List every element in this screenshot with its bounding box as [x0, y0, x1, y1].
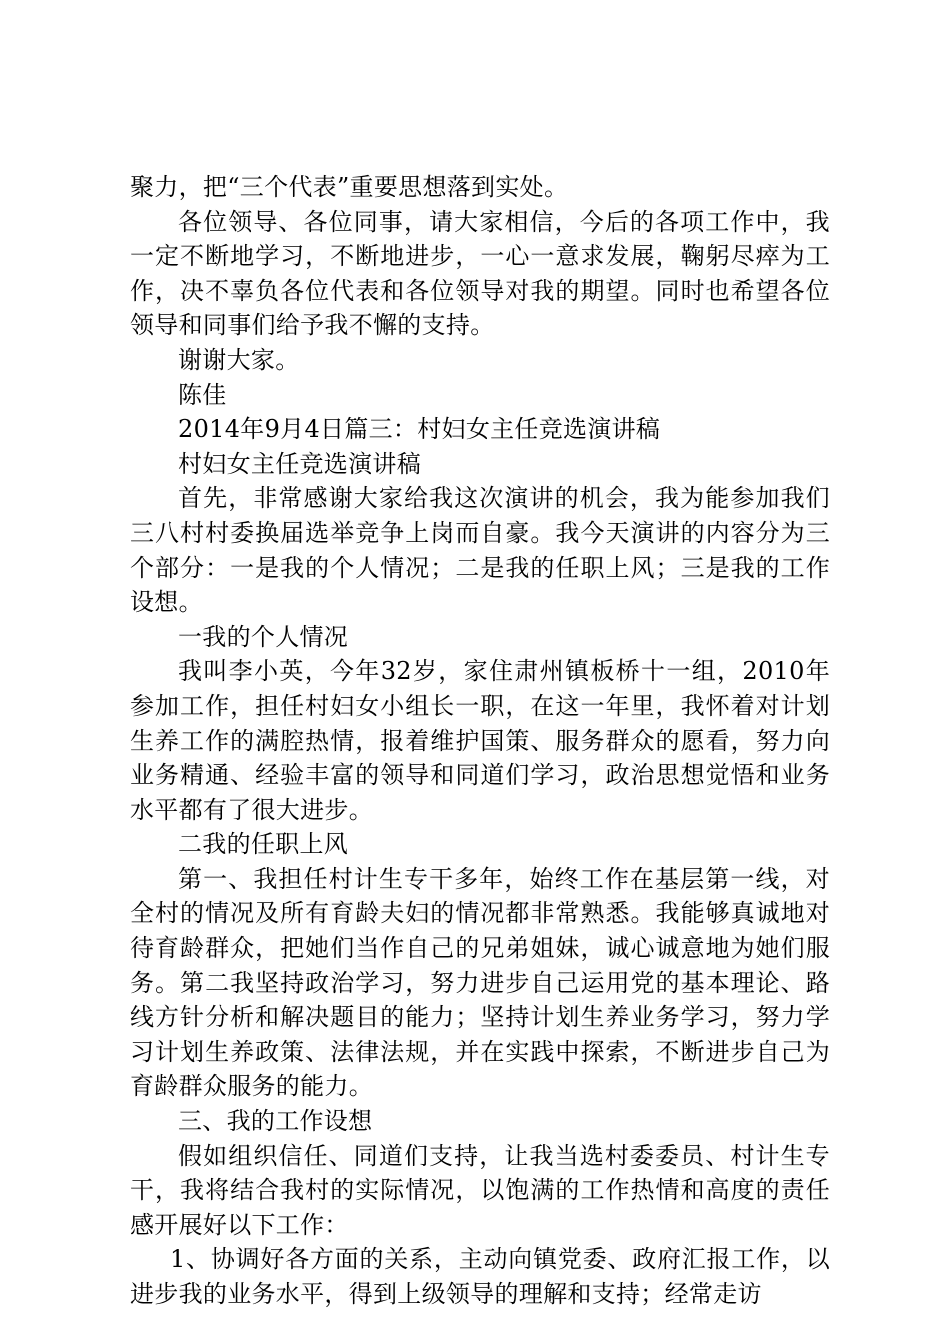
heading-advantages: 二我的任职上风 [178, 830, 349, 859]
heading-work-plan: 三、我的工作设想 [178, 1107, 373, 1136]
signature-name: 陈佳 [178, 380, 227, 409]
paragraph-closing-pledge: 各位领导、各位同事，请大家相信，今后的各项工作中，我一定不断地学习，不断地进步，一心一意求发展，鞠躬尽瘁为工作，决不辜负各位代表和各位领导对我的期望。同时也希望各位领导和同事们给予我不懈的支持。 [130, 207, 830, 340]
paragraph-personal-info: 我叫李小英，今年32岁，家住肃州镇板桥十一组，2010年参加工作，担任村妇女小组长一职，在这一年里，我怀着对计划生养工作的满腔热情，报着维护国策、服务群众的愿看，努力向业务精通、经验丰富的领导和同道们学习，政治思想觉悟和业务水平都有了很大进步。 [130, 657, 830, 824]
speech-title: 村妇女主任竞选演讲稿 [178, 449, 421, 478]
date-and-section-heading: 2014年9月4日篇三：村妇女主任竞选演讲稿 [178, 415, 661, 444]
paragraph-continuation: 聚力，把“三个代表”重要思想落到实处。 [130, 173, 569, 201]
paragraph-item-1: 1、协调好各方面的关系，主动向镇党委、政府汇报工作，以进步我的业务水平，得到上级领导的理解和支持；经常走访 [130, 1245, 830, 1308]
paragraph-work-plan: 假如组织信任、同道们支持，让我当选村委委员、村计生专干，我将结合我村的实际情况，以饱满的工作热情和高度的责任感开展好以下工作： [130, 1141, 830, 1239]
paragraph-advantages: 第一、我担任村计生专干多年，始终工作在基层第一线，对全村的情况及所有育龄夫妇的情况都非常熟悉。我能够真诚地对待育龄群众，把她们当作自己的兄弟姐妹，诚心诚意地为她们服务。第二我坚持政治学习，努力进步自己运用党的基本理论、路线方针分析和解决题目的能力；坚持计划生养业务学习，努力学习计划生养政策、法律法规，并在实践中探索，不断进步自己为育龄群众服务的能力。 [130, 864, 830, 1101]
document-body [130, 170, 830, 1312]
paragraph-opening: 首先，非常感谢大家给我这次演讲的机会，我为能参加我们三八村村委换届选举竞争上岗而自豪。我今天演讲的内容分为三个部分：一是我的个人情况；二是我的任职上风；三是我的工作设想。 [130, 484, 830, 617]
paragraph-thanks: 谢谢大家。 [178, 345, 300, 374]
heading-personal-info: 一我的个人情况 [178, 622, 349, 651]
